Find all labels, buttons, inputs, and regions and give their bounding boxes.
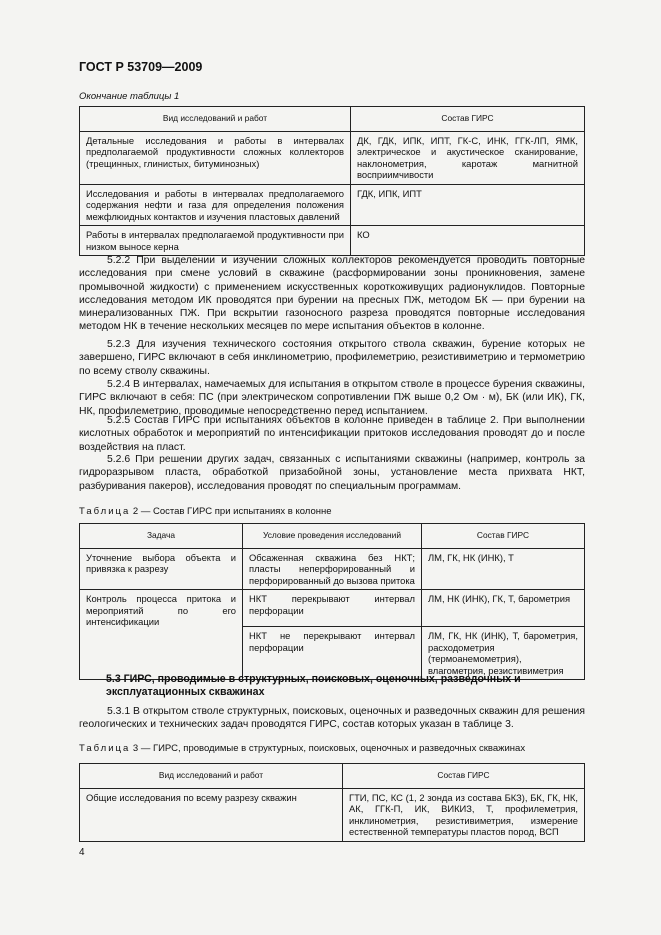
- table-label: Таблица: [79, 743, 131, 754]
- table-cell: ГТИ, ПС, КС (1, 2 зонда из состава БКЗ), БК, ГК, НК, АК, ГГК-П, ИК, ВИКИЗ, Т, профилеметрия, инклинометрия, резистивиметрия, измерение естественной температуры пластов пород, ВСП: [343, 788, 585, 841]
- table-header-cell: Задача: [80, 524, 243, 549]
- table-cell: ЛМ, ГК, НК (ИНК), Т: [422, 548, 585, 590]
- table-header-cell: Состав ГИРС: [343, 764, 585, 789]
- table-caption-text: 2 — Состав ГИРС при испытаниях в колонне: [132, 506, 332, 517]
- table-cell: НКТ перекрывают интервал перфорации: [243, 590, 422, 627]
- table-cell: Контроль процесса притока и мероприятий по его интенсификации: [80, 590, 243, 680]
- paragraph-text: 5.2.6 При решении других задач, связанных с испытаниями скважины (например, контроль за гидроразрывом пласта, обработкой призабойной зоны, установление места прихвата НКТ, разбуривания пакеров), исследования проводят по специальным программам.: [79, 454, 585, 492]
- paragraph-5-2-6: [79, 453, 585, 493]
- table-row: [80, 788, 585, 841]
- paragraph-text: 5.2.4 В интервалах, намечаемых для испытания в открытом стволе в процессе бурения скважины, ГИРС включают в себя: ПС (при электрическом сопротивлении ПЖ выше 0,2 Ом · м), БК (или ИК), ГК, НК, профилеметрию, проводимые непосредственно перед испытанием.: [79, 379, 585, 417]
- paragraph-5-2-5: [79, 414, 585, 454]
- table-cell: Исследования и работы в интервалах предполагаемого содержания нефти и газа для определения положения межфлюидных контактов и изучения пластовых давлений: [80, 184, 351, 226]
- table-label: Таблица: [79, 506, 131, 517]
- paragraph-text: 5.3.1 В открытом стволе структурных, поисковых, оценочных и разведочных скважин для решения геологических и технических задач проводятся ГИРС, состав которых указан в таблице 3.: [79, 706, 585, 731]
- table-cell: НКТ не перекрывают интервал перфорации: [243, 627, 422, 680]
- table-caption-text: 3 — ГИРС, проводимые в структурных, поисковых, оценочных и разведочных скважинах: [132, 743, 526, 754]
- paragraph-text: 5.2.2 При выделении и изучении сложных коллекторов рекомендуется проводить повторные исследования при смене условий в скважине (расформировании зоны проникновения, замене промывочной жидкости) с применением искусственных короткоживущих радионуклидов. Повторные исследования методом ИК проводятся при бурении на пресных ПЖ, методом БК — при бурении на минерализованных ПЖ. При вскрытии газоносного разреза проводятся повторные исследования методом НК в течение нескольких месяцев по мере испытания объектов в колонне.: [79, 255, 585, 333]
- table-header-cell: Условие проведения исследований: [243, 524, 422, 549]
- table-cell: ДК, ГДК, ИПК, ИПТ, ГК-С, ИНК, ГГК-ЛП, ЯМК, электрическое и акустическое сканирование, наклонометрия, каротаж магнитной восприимчивости: [351, 131, 585, 184]
- table-2: [79, 523, 585, 680]
- page-number: 4: [79, 847, 85, 858]
- paragraph-text: 5.2.3 Для изучения технического состояния открытого ствола скважин, бурение которых не завершено, ГИРС включают в себя инклинометрию, профилеметрию, резистивиметрию и термометрию по всему стволу скважины.: [79, 339, 585, 377]
- paragraph-5-2-2: [79, 254, 585, 334]
- table-header-cell: Вид исследований и работ: [80, 107, 351, 132]
- table-cell: Детальные исследования и работы в интервалах предполагаемой продуктивности сложных коллекторов (трещинных, глинистых, битуминозных): [80, 131, 351, 184]
- table2-caption: [79, 506, 332, 517]
- table-row: [80, 184, 585, 226]
- table-header-cell: Состав ГИРС: [351, 107, 585, 132]
- paragraph-5-2-3: [79, 338, 585, 378]
- table-cell: КО: [351, 226, 585, 256]
- paragraph-text: 5.2.5 Состав ГИРС при испытаниях объектов в колонне приведен в таблице 2. При выполнении кислотных обработок и мероприятий по интенсификации притоков исследования проводят до и после воздействия на пласт.: [79, 415, 585, 453]
- table-header-row: [80, 764, 585, 789]
- table-cell: Обсаженная скважина без НКТ; пласты неперфорированный и перфорированный до вызова притока: [243, 548, 422, 590]
- table-row: [80, 590, 585, 627]
- table-3: [79, 763, 585, 842]
- table-row: [80, 226, 585, 256]
- document-id: ГОСТ Р 53709—2009: [79, 60, 203, 74]
- table-cell: Общие исследования по всему разрезу скважин: [80, 788, 343, 841]
- table1-continuation-caption: Окончание таблицы 1: [79, 91, 180, 102]
- table-header-row: [80, 524, 585, 549]
- table-cell: ГДК, ИПК, ИПТ: [351, 184, 585, 226]
- table-row: [80, 548, 585, 590]
- table3-caption: [79, 743, 525, 754]
- table-cell: ЛМ, ГК, НК (ИНК), Т, барометрия, расходометрия (термоанемометрия), влагометрия, резистивиметрия: [422, 627, 585, 680]
- table-cell: Работы в интервалах предполагаемой продуктивности при низком выносе керна: [80, 226, 351, 256]
- table-cell: Уточнение выбора объекта и привязка к разрезу: [80, 548, 243, 590]
- table-header-cell: Вид исследований и работ: [80, 764, 343, 789]
- table-row: [80, 131, 585, 184]
- paragraph-5-2-4: [79, 378, 585, 418]
- table-header-cell: Состав ГИРС: [422, 524, 585, 549]
- paragraph-5-3-1: [79, 705, 585, 732]
- table-cell: ЛМ, НК (ИНК), ГК, Т, барометрия: [422, 590, 585, 627]
- table-1: [79, 106, 585, 256]
- table-header-row: [80, 107, 585, 132]
- section-heading-5-3: 5.3 ГИРС, проводимые в структурных, поисковых, оценочных, разведочных и эксплуатационных скважинах: [106, 673, 521, 699]
